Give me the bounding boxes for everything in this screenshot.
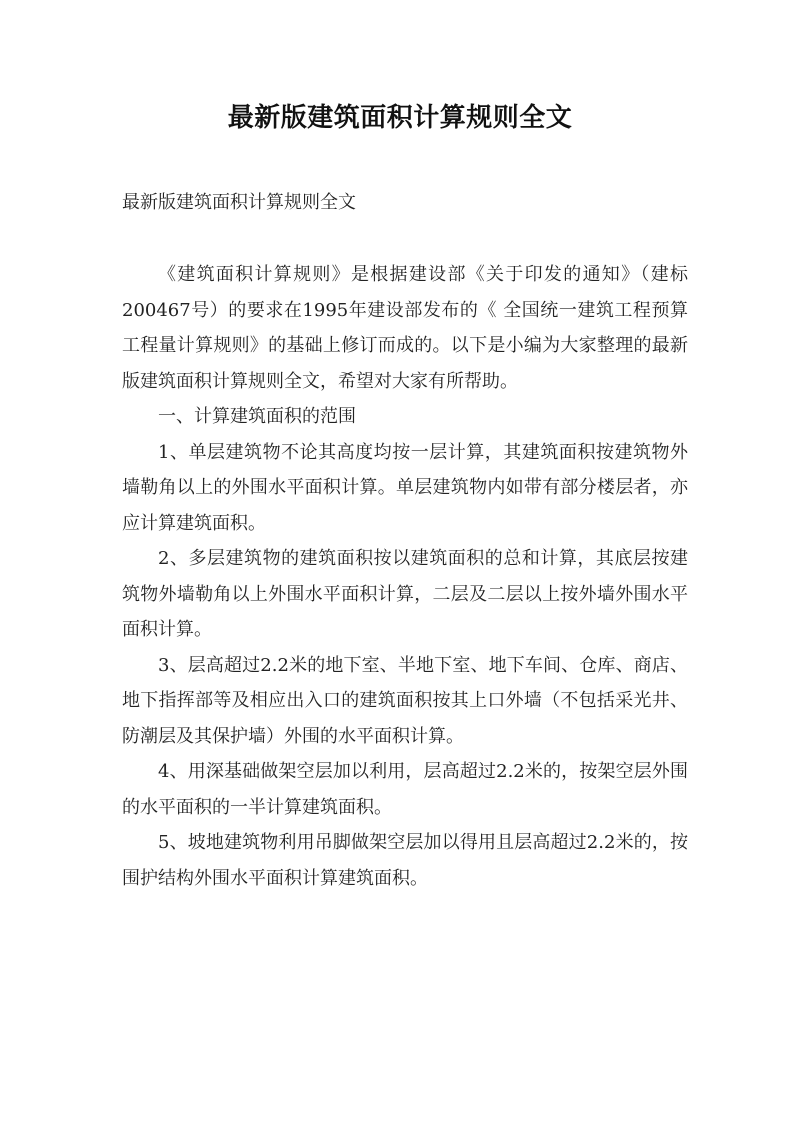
- document-body: [122, 257, 688, 896]
- paragraph-rule-2: 2、多层建筑物的建筑面积按以建筑面积的总和计算，其底层按建筑物外墙勒角以上外围水平面积计算，二层及二层以上按外墙外围水平面积计算。: [122, 548, 688, 640]
- paragraph-rule-4: 4、用深基础做架空层加以利用，层高超过2.2米的，按架空层外围的水平面积的一半计算建筑面积。: [122, 761, 688, 818]
- section-heading: 一、计算建筑面积的范围: [158, 406, 356, 427]
- paragraph-rule-5: 5、坡地建筑物利用吊脚做架空层加以得用且层高超过2.2米的，按围护结构外围水平面积计算建筑面积。: [122, 832, 688, 889]
- document-title: 最新版建筑面积计算规则全文: [227, 103, 573, 133]
- paragraph-intro: 《建筑面积计算规则》是根据建设部《关于印发的通知》（建标200467号）的要求在1995年建设部发布的《 全国统一建筑工程预算工程量计算规则》的基础上修订而成的。以下是小编为大家整理的最新版建筑面积计算规则全文，希望对大家有所帮助。: [122, 264, 688, 392]
- paragraph-rule-1: 1、单层建筑物不论其高度均按一层计算，其建筑面积按建筑物外墙勒角以上的外围水平面积计算。单层建筑物内如带有部分楼层者，亦应计算建筑面积。: [122, 441, 688, 534]
- document-subtitle: 最新版建筑面积计算规则全文: [122, 192, 356, 213]
- paragraph-rule-3: 3、层高超过2.2米的地下室、半地下室、地下车间、仓库、商店、地下指挥部等及相应出入口的建筑面积按其上口外墙（不包括采光井、防潮层及其保护墙）外围的水平面积计算。: [122, 654, 688, 747]
